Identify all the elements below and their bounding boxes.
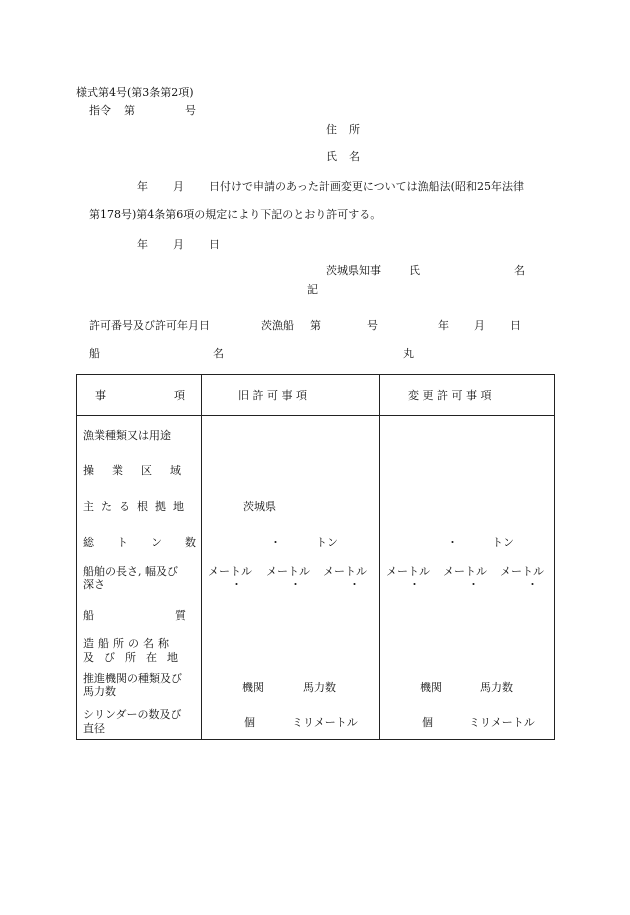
permit-label: 許可番号及び許可年月日 <box>89 319 210 332</box>
address-label-2: 所 <box>349 123 360 136</box>
label-engine-1: 推進機関の種類及び <box>83 672 182 685</box>
date-day: 日 <box>209 238 220 251</box>
label-builder-1: 造船所の名称 <box>83 637 173 650</box>
ki-heading: 記 <box>307 283 318 296</box>
date-month: 月 <box>173 238 184 251</box>
ship-maru: 丸 <box>403 347 414 360</box>
name-label-2: 名 <box>349 150 360 163</box>
directive-dai: 第 <box>124 104 135 117</box>
ship-label-2: 名 <box>213 347 224 360</box>
tonnage-old-unit: トン <box>316 536 338 549</box>
dim-old-depth-unit: メートル <box>323 565 367 578</box>
label-builder-2: 及び所在地 <box>83 651 188 664</box>
dim-new-width-unit: メートル <box>443 565 487 578</box>
permit-go: 号 <box>367 319 378 332</box>
tonnage-new-dot: ・ <box>447 536 458 549</box>
table-divider-1 <box>201 375 202 739</box>
label-cylinder-1: シリンダーの数及び <box>83 708 182 721</box>
dim-old-depth-dot: ・ <box>349 578 360 591</box>
dim-old-length-unit: メートル <box>208 565 252 578</box>
dim-old-width-unit: メートル <box>266 565 310 578</box>
label-base: 主たる根拠地 <box>83 500 191 513</box>
dim-new-length-dot: ・ <box>409 578 420 591</box>
cylinder-new-count: 個 <box>422 716 433 729</box>
tonnage-old-dot: ・ <box>270 536 281 549</box>
name-label-1: 氏 <box>326 150 337 163</box>
label-tonnage: 総トン数 <box>83 536 219 549</box>
header-new: 変 更 許 可 事 項 <box>408 389 492 402</box>
dim-new-width-dot: ・ <box>468 578 479 591</box>
permit-month: 月 <box>474 319 485 332</box>
dim-new-length-unit: メートル <box>386 565 430 578</box>
engine-old-type: 機関 <box>242 681 264 694</box>
directive-label: 指令 <box>89 104 111 117</box>
permit-table <box>76 374 555 740</box>
header-old: 旧 許 可 事 項 <box>238 389 307 402</box>
address-label-1: 住 <box>326 123 337 136</box>
governor-title: 茨城県知事 <box>326 264 381 277</box>
table-divider-2 <box>379 375 380 739</box>
header-item-1: 事 <box>95 389 106 402</box>
label-operation-area: 操業区域 <box>83 464 199 477</box>
dim-new-depth-dot: ・ <box>527 578 538 591</box>
label-fishery-type: 漁業種類又は用途 <box>83 429 171 442</box>
value-base-old: 茨城県 <box>243 500 276 513</box>
dim-old-width-dot: ・ <box>290 578 301 591</box>
table-header-rule <box>77 415 554 416</box>
ship-label-1: 船 <box>89 347 100 360</box>
form-number: 様式第4号(第3条第2項) <box>76 86 194 99</box>
directive-go: 号 <box>185 104 196 117</box>
body-text-line2: 第178号)第4条第6項の規定により下記のとおり許可する。 <box>89 208 382 221</box>
permit-year: 年 <box>438 319 449 332</box>
header-item-2: 項 <box>174 389 185 402</box>
engine-old-hp: 馬力数 <box>303 681 336 694</box>
permit-prefix: 茨漁船 <box>261 319 294 332</box>
governor-shi: 氏 <box>409 264 420 277</box>
label-engine-2: 馬力数 <box>83 685 116 698</box>
cylinder-old-diameter: ミリメートル <box>292 716 358 729</box>
date-year: 年 <box>137 238 148 251</box>
cylinder-new-diameter: ミリメートル <box>469 716 535 729</box>
body-year: 年 <box>137 180 148 193</box>
engine-new-type: 機関 <box>420 681 442 694</box>
label-cylinder-2: 直径 <box>83 722 105 735</box>
tonnage-new-unit: トン <box>492 536 514 549</box>
body-text-line1: 日付けで申請のあった計画変更については漁船法(昭和25年法律 <box>209 180 524 193</box>
label-hull: 船質 <box>83 609 267 622</box>
dim-old-length-dot: ・ <box>231 578 242 591</box>
body-month: 月 <box>173 180 184 193</box>
permit-day: 日 <box>510 319 521 332</box>
permit-dai: 第 <box>310 319 321 332</box>
cylinder-old-count: 個 <box>244 716 255 729</box>
label-dimensions-1: 船舶の長さ, 幅及び <box>83 565 178 578</box>
engine-new-hp: 馬力数 <box>480 681 513 694</box>
dim-new-depth-unit: メートル <box>500 565 544 578</box>
governor-mei: 名 <box>514 264 525 277</box>
label-dimensions-2: 深さ <box>83 578 105 591</box>
